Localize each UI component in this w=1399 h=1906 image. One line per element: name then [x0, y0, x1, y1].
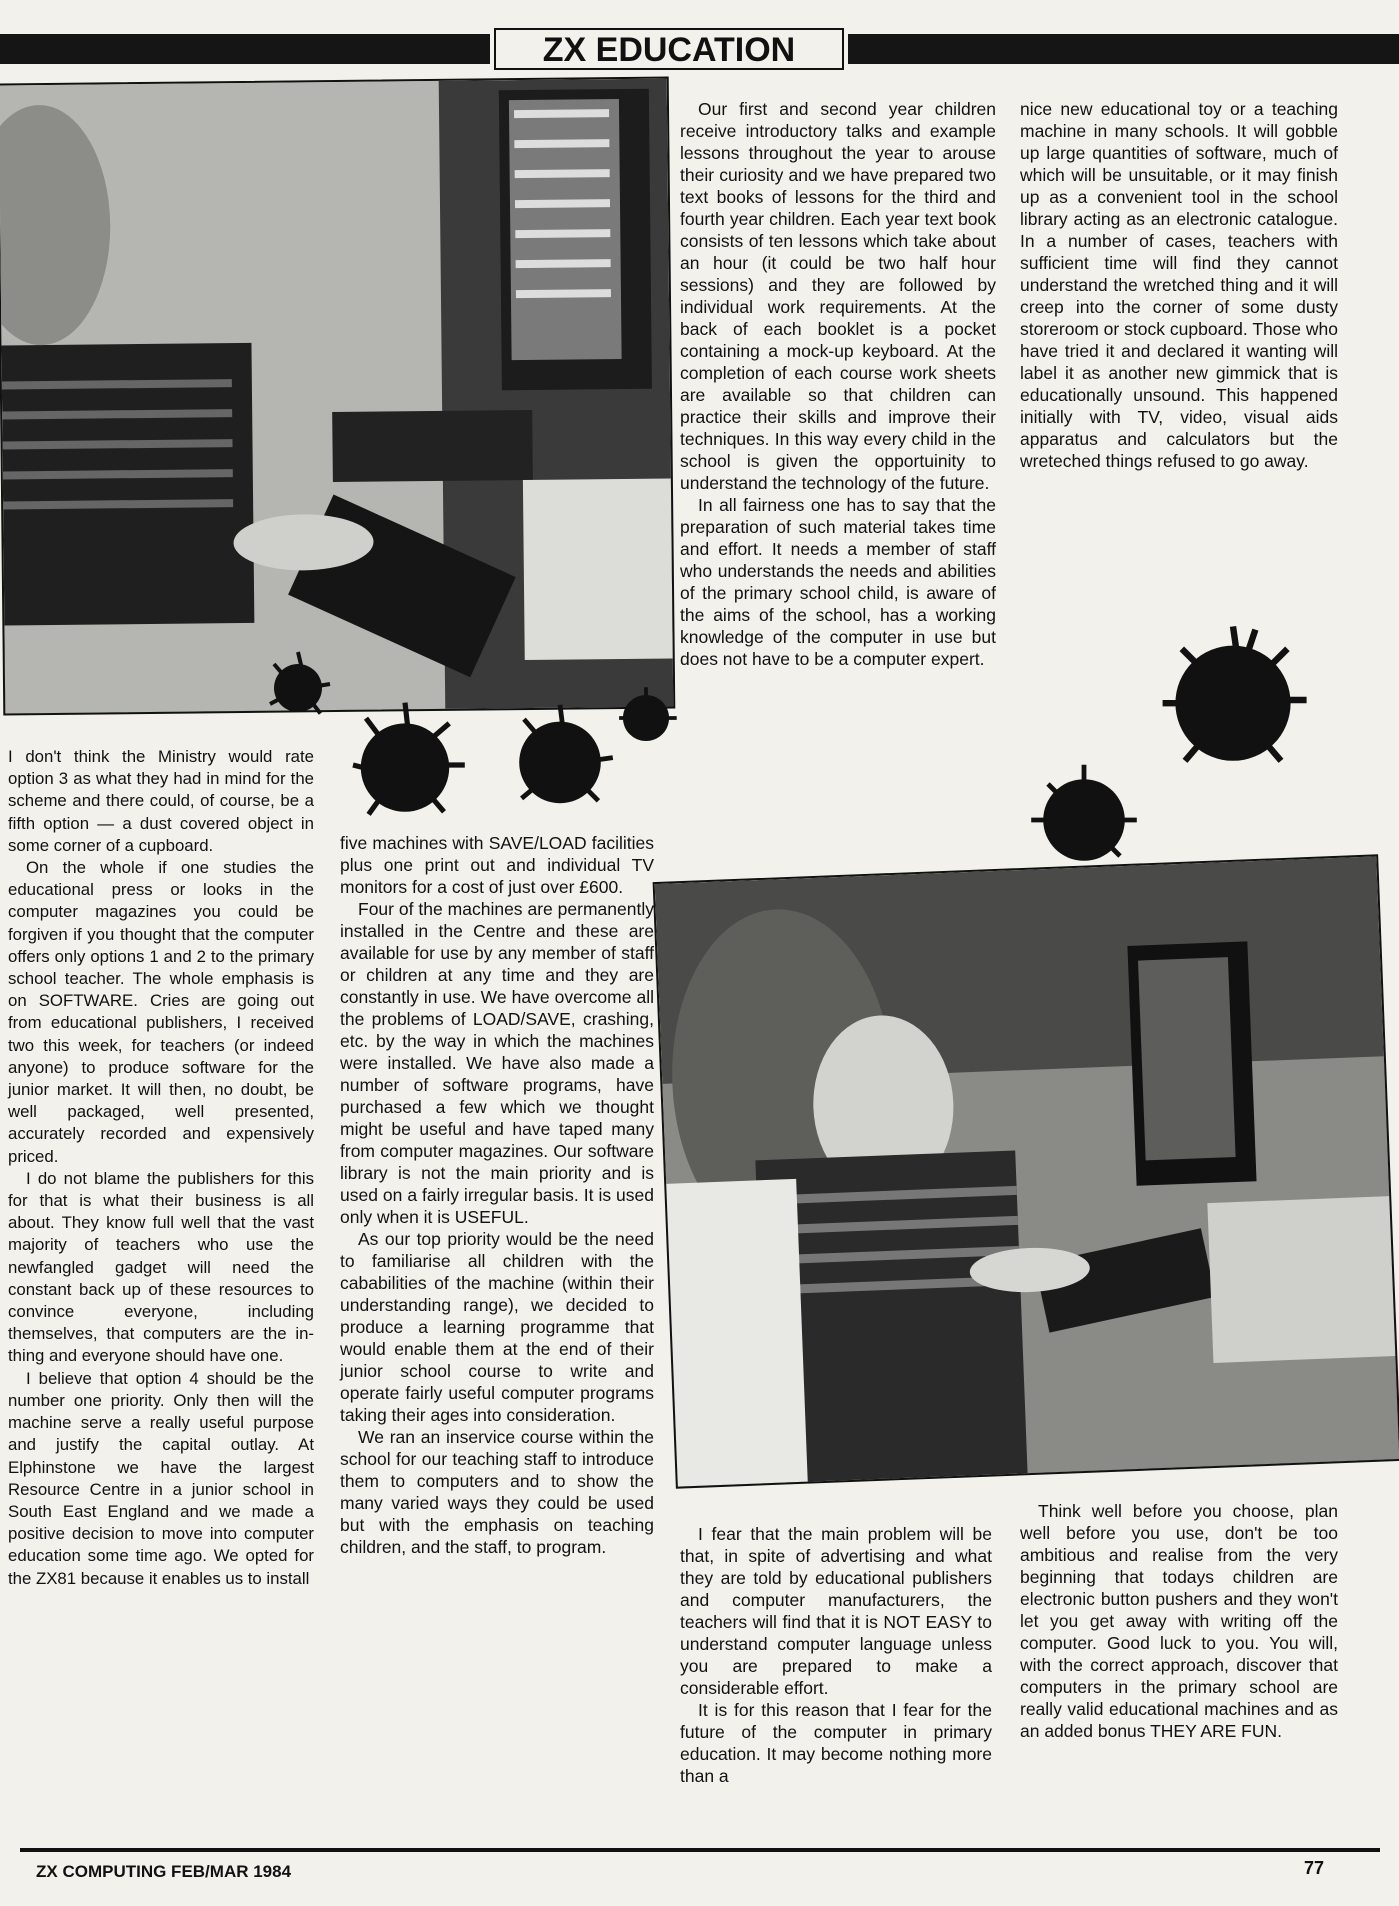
paragraph: On the whole if one studies the educational press or looks in the computer magazines you could be forgiven if you thought that the computer offers only options 1 and 2 to the primary school teacher. The whole emphasis is on SOFTWARE. Cries are going out from educational publishers, I received two this week, for teachers (or indeed anyone) to produce software for the junior market. It will then, no doubt, be well packaged, well presented, accurately recorded and expensively priced. [8, 858, 314, 1166]
paragraph: As our top priority would be the need to familiarise all children with the cababilities of the machine (within their understanding range), we decided to produce a learning programme that would enable them at the end of their junior school course to write and operate fairly useful computer programs taking their ages into consideration. [340, 1229, 654, 1425]
paragraph: Our first and second year children receive introductory talks and example lessons throughout the year to arouse their curiosity and we have prepared two text books of lessons for the third and fourth year children. Each year text book consists of ten lessons which take about an hour (it could be two half hour sessions) and they are followed by individual work requirements. At the back of each booklet is a pocket containing a mock-up keyboard. At the completion of each course work sheets are available so that children can practice their skills and improve their techniques. In this way every child in the school is given the opportuinity to understand the technology of the future. [680, 99, 996, 493]
ink-blot-decoration [258, 648, 338, 728]
paragraph: five machines with SAVE/LOAD facilities plus one print out and individual TV monitors for a cost of just over £600. [340, 833, 654, 897]
footer-rule [20, 1848, 1380, 1852]
paragraph: nice new educational toy or a teaching machine in many schools. It will gobble up large quantities of software, much of which will be unsuitable, or it may finish up as a convenient tool in the school library acting as an electronic catalogue. In a number of cases, teachers with sufficient time will find they cannot understand the wretched thing and it will creep into the corner of some dusty storeroom or stock cupboard. Those who have tried it and declared it wanting will label it as another new gimmick that is educationally unsound. This happened initially with TV, video, visual aids apparatus and calculators but the wreteched things refused to go away. [1020, 99, 1338, 471]
paragraph: Think well before you choose, plan well before you use, don't be too ambitious and realise from the very beginning that todays children are electronic button pushers and they won't let you get away with writing off the computer. Good luck to you. You will, with the correct approach, discover that computers in the primary school are really valid educational machines and as an added bonus THEY ARE FUN. [1020, 1501, 1338, 1741]
article-column-5 [680, 1523, 992, 1787]
ink-blot-decoration [614, 686, 678, 750]
page-title: ZX EDUCATION [494, 28, 844, 70]
photo-girls-at-computer [653, 854, 1399, 1488]
article-column-3 [680, 98, 996, 670]
paragraph: I don't think the Ministry would rate option 3 as what they had in mind for the scheme and there could, of course, be a fifth option — a dust covered object in some corner of a cupboard. [8, 747, 314, 855]
paragraph: In all fairness one has to say that the preparation of such material takes time and effort. It needs a member of staff who understands the needs and abilities of the primary school child, is aware of the aims of the school, has a working knowledge of the computer in use but does not have to be a computer expert. [680, 495, 996, 669]
header-rule-left [0, 34, 490, 64]
ink-blot-decoration [1024, 760, 1144, 880]
ink-blot-decoration [500, 700, 620, 820]
paragraph: We ran an inservice course within the school for our teaching staff to introduce them to computers and to show the many varied ways they could be used but with the emphasis on teaching children, and the staff, to program. [340, 1427, 654, 1557]
publication-name: ZX COMPUTING FEB/MAR 1984 [36, 1862, 292, 1881]
photo-boy-at-computer [0, 76, 675, 715]
article-column-4 [1020, 98, 1338, 472]
article-column-1 [8, 746, 314, 1590]
paragraph: It is for this reason that I fear for the future of the computer in primary education. It may become nothing more than a [680, 1700, 992, 1786]
ink-blot-decoration [1148, 620, 1318, 780]
ink-blot-decoration [340, 700, 470, 830]
paragraph: Four of the machines are permanently installed in the Centre and these are available for use by any member of staff or children at any time and they are constantly in use. We have overcome all the problems of LOAD/SAVE, crashing, etc. by the way in which the machines were installed. We have also made a number of software programs, have purchased a few which we thought might be useful and have taped many from computer magazines. Our software library is not the main priority and is used on a fairly irregular basis. It is used only when it is USEFUL. [340, 899, 654, 1227]
page-number: 77 [1304, 1858, 1325, 1878]
paragraph: I fear that the main problem will be that, in spite of advertising and what they are told by educational publishers and computer manufacturers, the teachers will find that it is NOT EASY to understand computer language unless you are prepared to make a considerable effort. [680, 1524, 992, 1698]
article-column-6 [1020, 1500, 1338, 1742]
article-column-2 [340, 832, 654, 1558]
paragraph: I believe that option 4 should be the number one priority. Only then will the machine serve a really useful purpose and justify the capital outlay. At Elphinstone we have the largest Resource Centre in a junior school in South East England and we made a positive decision to move into computer education some time ago. We opted for the ZX81 because it enables us to install [8, 1368, 314, 1588]
header-rule-right [848, 34, 1399, 64]
paragraph: I do not blame the publishers for this for that is what their business is all about. They know full well that the vast majority of teachers who use the newfangled gadget will need the constant back up of these resources to convince everyone, including themselves, that computers are the in-thing and everyone should have one. [8, 1168, 314, 1366]
